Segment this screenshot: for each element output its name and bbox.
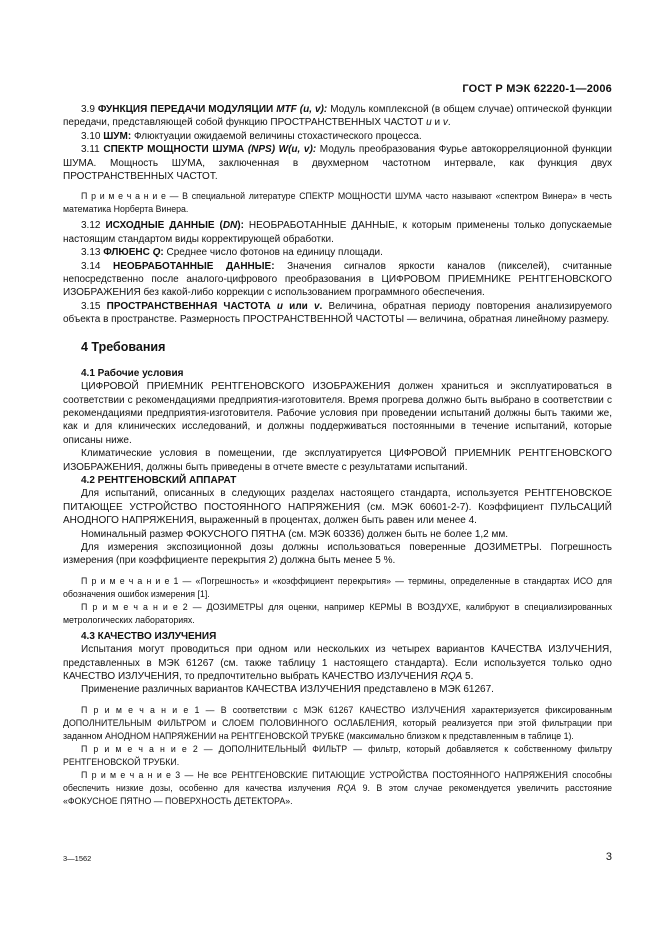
paragraph <box>63 130 612 143</box>
paragraph <box>63 143 612 183</box>
text-run: Применение различных вариантов КАЧЕСТВА ИЗЛУЧЕНИЯ представлено в МЭК 61267. <box>81 684 494 696</box>
paragraph <box>63 528 612 541</box>
note-paragraph <box>63 704 612 743</box>
paragraph <box>63 683 612 696</box>
text-run: П р и м е ч а н и е 3 — Не все РЕНТГЕНОВСКИЕ ПИТАЮЩИЕ УСТРОЙСТВА ПОСТОЯННОГО НАПРЯЖЕНИЯ способны обеспечить низкие дозы, особенно для качества излучения <box>63 769 612 793</box>
text-run: 3.9 <box>81 104 98 115</box>
text-run: 5. <box>462 671 474 682</box>
paragraph <box>63 541 612 568</box>
paragraph <box>63 219 612 246</box>
text-run: СПЕКТР МОЩНОСТИ ШУМА <box>103 144 248 156</box>
text-run: Климатические условия в помещении, где эксплуатируется ЦИФРОВОЙ ПРИЕМНИК РЕНТГЕНОВСКОГО ИЗОБРАЖЕНИЯ, должны быть приведены в отчете вместе с результатами испытаний. <box>63 448 612 473</box>
print-order-number: 3—1562 <box>63 854 92 863</box>
text-run: Величина, обратная периоду повторения анализируемого объекта в пространстве. Размерность ПРОСТРАНСТВЕННОЙ ЧАСТОТЫ — величина, обратная линейному размеру. <box>63 300 612 326</box>
text-run: П р и м е ч а н и е 2 — ДОПОЛНИТЕЛЬНЫЙ ФИЛЬТР — фильтр, который добавляется к собственному фильтру РЕНТГЕНОВСКОЙ ТРУБКИ. <box>63 743 612 767</box>
note-paragraph <box>63 575 612 601</box>
paragraph <box>63 103 612 130</box>
text-run: . <box>447 117 451 129</box>
text-run: (NPS) W(u, v): <box>247 144 320 156</box>
text-run: Номинальный размер ФОКУСНОГО ПЯТНА (см. МЭК 60336) должен быть не более 1,2 мм. <box>81 528 509 540</box>
text-run: RQA <box>440 671 463 682</box>
text-run: Для испытаний, описанных в следующих разделах настоящего стандарта, используется РЕНТГЕНОВСКОЕ ПИТАЮЩЕЕ УСТРОЙСТВО ПОСТОЯННОГО НАПРЯЖЕНИЯ (см. МЭК 60601-2-7). Коэффициент ПУЛЬСАЦИЙ АНОДНОГО НАПРЯЖЕНИЯ, выраженный в процентах, должен быть равен или менее 4. <box>63 488 612 527</box>
text-run: Для измерения экспозиционной дозы должны использоваться поверенные ДОЗИМЕТРЫ. Погрешность измерения (при коэффициенте перекрытия 2) должна быть менее 5 %. <box>63 541 612 567</box>
section-heading <box>63 340 612 355</box>
paragraph <box>63 380 612 447</box>
text-run: ЦИФРОВОЙ ПРИЕМНИК РЕНТГЕНОВСКОГО ИЗОБРАЖЕНИЯ должен храниться и эксплуатироваться в соответствии с рекомендациями предприятия-изготовителя. Время прогрева должно быть выбрано в соответствии с рекомендациями предприятия-изготовителя. Рабочие условия при проведении испытаний должны быть такими же, как и для клинических исследований, и должны поддерживаться постоянными в течение испытаний, которые описаны ниже. <box>63 381 612 446</box>
document-body <box>63 103 612 808</box>
text-run: Флюктуации ожидаемой величины стохастического процесса. <box>133 130 422 142</box>
page-footer <box>63 851 612 863</box>
text-run: Модуль комплексной (в общем случае) оптической функции передачи, представляющей собой функцию ПРОСТРАНСТВЕННЫХ ЧАСТОТ <box>63 104 612 129</box>
paragraph <box>63 474 612 487</box>
text-run: Испытания могут проводиться при одном или нескольких из четырех вариантов КАЧЕСТВА ИЗЛУЧЕНИЯ, представленных в МЭК 61267 (см. также таблицу 1 настоящего стандарта). Если используется только одно КАЧЕСТВО ИЗЛУЧЕНИЯ, то предпочтительно выбрать КАЧЕСТВО ИЗЛУЧЕНИЯ <box>63 644 612 682</box>
page-number: 3 <box>605 851 612 863</box>
text-run: П р и м е ч а н и е 2 — ДОЗИМЕТРЫ для оценки, например КЕРМЫ В ВОЗДУХЕ, калибруют в специализированных метрологических лабораториях. <box>63 601 612 625</box>
text-run: : <box>160 247 167 259</box>
paragraph <box>63 447 612 474</box>
paragraph <box>63 300 612 327</box>
text-run: v <box>313 300 320 312</box>
text-run: u <box>426 117 432 129</box>
text-run: RQA <box>337 782 357 793</box>
text-run: 4.1 Рабочие условия <box>81 367 184 379</box>
text-run: или <box>283 300 314 312</box>
text-run: 3.15 <box>81 300 107 312</box>
text-run: П р и м е ч а н и е 1 — В соответствии с МЭК 61267 КАЧЕСТВО ИЗЛУЧЕНИЯ характеризуется фиксированным ДОПОЛНИТЕЛЬНЫМ ФИЛЬТРОМ и СЛОЕМ ПОЛОВИННОГО ОСЛАБЛЕНИЯ, который реализуется при этой фильтрации при заданном АНОДНОМ НАПРЯЖЕНИИ на РЕНТГЕНОВСКОЙ ТРУБКЕ (максимально близком к представленным в таблице 1). <box>63 704 612 741</box>
text-run: 9. В этом случае рекомендуется увеличить расстояние «ФОКУСНОЕ ПЯТНО — ПОВЕРХНОСТЬ ДЕТЕКТОРА». <box>63 782 612 806</box>
text-run: ИСХОДНЫЕ ДАННЫЕ ( <box>105 220 223 232</box>
text-run: Q <box>152 247 161 259</box>
text-run: НЕОБРАБОТАННЫЕ ДАННЫЕ, к которым применены только допускаемые настоящим стандартом виды корректирующей обработки. <box>63 220 612 245</box>
document-code: ГОСТ Р МЭК 62220-1—2006 <box>462 83 612 95</box>
text-run: Модуль преобразования Фурье автокорреляционной функции ШУМА. Мощность ШУМА, заключенная в двухмерном частотном интервале, как функция двух ПРОСТРАНСТВЕННЫХ ЧАСТОТ. <box>63 144 613 183</box>
text-run: 3.11 <box>81 144 104 156</box>
text-run: u <box>276 300 284 312</box>
text-run: MTF (u, v): <box>276 104 331 115</box>
text-run: П р и м е ч а н и е — В специальной литературе СПЕКТР МОЩНОСТИ ШУМА часто называют «спектром Винера» в честь математика Норберта Винера. <box>63 191 612 215</box>
note-paragraph <box>63 601 612 627</box>
text-run: ФЛЮЕНС <box>103 247 153 259</box>
text-run: DN <box>222 220 238 232</box>
text-run: Значения сигналов яркости каналов (пикселей), считанные непосредственно после аналого-цифрового преобразования в ЦИФРОВОМ ПРИЕМНИКЕ РЕНТГЕНОВСКОГО ИЗОБРАЖЕНИЯ без какой-либо коррекции с использованием программного обеспечения. <box>63 260 612 299</box>
paragraph <box>63 487 612 527</box>
text-run: 4.3 КАЧЕСТВО ИЗЛУЧЕНИЯ <box>81 630 217 642</box>
text-run: ФУНКЦИЯ ПЕРЕДАЧИ МОДУЛЯЦИИ <box>97 104 277 115</box>
paragraph <box>63 246 612 259</box>
paragraph <box>63 630 612 643</box>
page-header <box>63 83 612 95</box>
text-run: 3.10 <box>81 130 104 142</box>
note-paragraph <box>63 743 612 769</box>
text-run: и <box>431 117 443 129</box>
text-run: 4.2 РЕНТГЕНОВСКИЙ АППАРАТ <box>81 474 237 486</box>
paragraph <box>63 260 612 300</box>
paragraph <box>63 367 612 380</box>
text-run: 3.13 <box>81 247 104 259</box>
text-run: П р и м е ч а н и е 1 — «Погрешность» и «коэффициент перекрытия» — термины, определенные в стандартах ИСО для обозначения ошибок измерения [1]. <box>63 575 612 599</box>
paragraph <box>63 643 612 683</box>
text-run: v <box>442 117 448 129</box>
note-paragraph <box>63 190 612 216</box>
text-run: ШУМ: <box>103 130 134 142</box>
text-run: ПРОСТРАНСТВЕННАЯ ЧАСТОТА <box>106 300 277 312</box>
text-run: 3.14 <box>81 260 113 272</box>
text-run: 4 Требования <box>81 339 166 354</box>
note-paragraph <box>63 769 612 808</box>
text-run: НЕОБРАБОТАННЫЕ ДАННЫЕ: <box>113 260 288 272</box>
text-run: Среднее число фотонов на единицу площади. <box>166 247 383 259</box>
text-run: . <box>319 300 329 312</box>
text-run: ): <box>237 220 249 232</box>
text-run: 3.12 <box>81 220 106 232</box>
